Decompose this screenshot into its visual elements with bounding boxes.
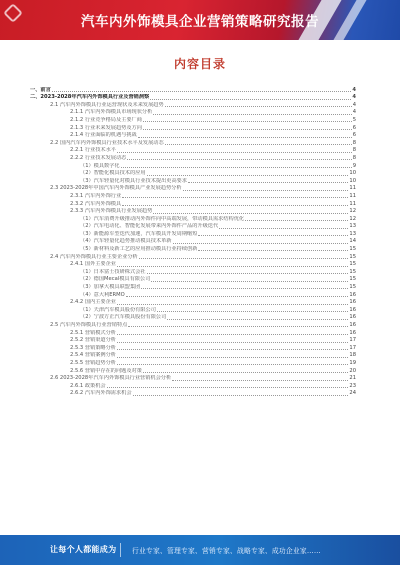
toc-entry-page: 17: [349, 344, 356, 351]
toc-entry-label: 2.6.2 汽车内外饰需求机会: [70, 390, 132, 397]
toc-entry-page: 4: [352, 109, 356, 116]
toc-entry-page: 16: [349, 306, 356, 313]
toc-entry[interactable]: [30, 116, 356, 124]
toc-entry-label: 2.5.1 营销模式分析: [70, 329, 116, 336]
toc-entry[interactable]: [30, 352, 356, 360]
toc-entry[interactable]: [30, 329, 356, 337]
toc-leader-dots: [157, 311, 348, 312]
toc-leader-dots: [143, 121, 352, 122]
toc-entry-label: 2.5.6 营销中存在的问题及对策: [70, 367, 142, 374]
footer-brand: 让每个人都能成为: [50, 545, 117, 554]
toc-entry[interactable]: [30, 245, 356, 253]
report-title: 汽车内外饰模具企业营销策略研究报告: [81, 14, 319, 30]
toc-leader-dots: [117, 152, 352, 153]
toc-leader-dots: [107, 387, 349, 388]
toc-leader-dots: [117, 357, 348, 358]
toc-entry-label: （1）汽车消费升级推动内外饰件向中高端发展，带动模具需求结构优化: [80, 215, 245, 222]
toc-entry[interactable]: [30, 314, 356, 322]
footer-banner: [0, 535, 400, 565]
toc-entry-page: 6: [352, 132, 356, 139]
toc-leader-dots: [121, 167, 352, 168]
toc-entry-label: 2.4.1 国外主要企业: [70, 261, 116, 268]
footer-tagline: 行业专家、管理专家、营销专家、战略专家、成功企业家……: [132, 547, 321, 555]
toc-entry[interactable]: [30, 170, 356, 178]
toc-entry[interactable]: [30, 185, 356, 193]
toc-entry[interactable]: [30, 154, 356, 162]
toc-leader-dots: [139, 258, 349, 259]
toc-entry-label: 2.6.1 政策机会: [70, 382, 106, 389]
toc-entry-page: 14: [349, 238, 356, 245]
toc-entry-page: 11: [349, 200, 356, 207]
toc-entry-label: 2.1 汽车内外饰模具行业运营现状及未来发展趋势: [50, 101, 164, 108]
toc-entry-label: 2.1.1 汽车内外饰模具市场现状分析: [70, 109, 153, 116]
toc-entry-label: 2.4 汽车内外饰模具行业主要企业分析: [50, 253, 138, 260]
toc-entry-page: 16: [349, 299, 356, 306]
toc-entry-page: 6: [352, 124, 356, 131]
toc-entry-page: 16: [349, 291, 356, 298]
toc-entry[interactable]: [30, 299, 356, 307]
toc-entry[interactable]: [30, 261, 356, 269]
toc-leader-dots: [150, 99, 351, 100]
toc-entry-label: （3）汽车轻量化对模具行业技术提出更高要求: [80, 177, 188, 184]
toc-entry[interactable]: [30, 147, 356, 155]
toc-entry[interactable]: [30, 359, 356, 367]
toc-entry[interactable]: [30, 337, 356, 345]
toc-entry[interactable]: [30, 132, 356, 140]
toc-entry-label: 2.1.3 行业未来发展趋势及方向: [70, 124, 142, 131]
toc-entry[interactable]: [30, 375, 356, 383]
toc-entry-label: 2.1.4 行业面临的机遇与挑战: [70, 132, 137, 139]
toc-entry-page: 12: [349, 208, 356, 215]
toc-leader-dots: [183, 190, 349, 191]
toc-entry-page: 18: [349, 352, 356, 359]
toc-entry-page: 16: [349, 322, 356, 328]
toc-entry-label: 2.5.5 营销趋势分析: [70, 359, 116, 366]
toc-leader-dots: [128, 326, 348, 327]
toc-entry-label: 2.5.4 营销案例分析: [70, 352, 116, 359]
toc-entry-page: 10: [349, 177, 356, 184]
toc-leader-dots: [198, 250, 348, 251]
toc-entry-label: （3）加拿大模具联盟集团: [80, 284, 141, 291]
toc-entry-label: 2.3.3 汽车内外饰模具行业发展趋势: [70, 208, 153, 215]
toc-entry-page: 4: [352, 101, 356, 108]
toc-entry-page: 15: [349, 284, 356, 291]
toc-leader-dots: [117, 266, 348, 267]
toc-entry-page: 4: [352, 86, 356, 93]
toc-entry-page: 8: [352, 154, 356, 161]
toc-entry[interactable]: [30, 230, 356, 238]
toc-entry-label: （2）智能化模具技术的应用: [80, 170, 146, 177]
toc-entry[interactable]: [30, 382, 356, 390]
toc-entry[interactable]: [30, 215, 356, 223]
toc-entry-label: 2.6 2023-2028年汽车内外饰模具行业营销机会分析: [50, 375, 172, 382]
toc-leader-dots: [167, 319, 348, 320]
toc-entry[interactable]: [30, 124, 356, 132]
toc-entry-page: 24: [349, 390, 356, 397]
toc-entry-page: 10: [349, 170, 356, 177]
toc-entry-page: 15: [349, 268, 356, 275]
toc-entry-label: （5）新材料及新工艺的应用推动模具行业持续创新: [80, 246, 198, 253]
footer-divider: [120, 543, 121, 557]
toc-leader-dots: [219, 228, 348, 229]
toc-leader-dots: [173, 243, 349, 244]
toc-leader-dots: [122, 205, 348, 206]
toc-entry-label: （2）汽车电动化、智能化发展带来内外饰件产品的升级迭代: [80, 223, 219, 230]
toc-entry-page: 8: [352, 139, 356, 146]
toc-entry-page: 4: [352, 94, 356, 101]
toc-leader-dots: [117, 349, 348, 350]
toc-leader-dots: [141, 288, 348, 289]
toc-entry-page: 16: [349, 314, 356, 321]
toc-entry-label: 2.5.2 营销渠道分析: [70, 337, 116, 344]
toc-leader-dots: [147, 273, 349, 274]
toc-entry-label: 2.1.2 行业竞争格局及主要厂商: [70, 116, 142, 123]
toc-entry-label: 2.5 汽车内外饰模具行业营销特点: [50, 322, 128, 328]
toc-entry-label: （3）新能源车型迭代加速，汽车模具开发周期缩短: [80, 230, 198, 237]
toc-entry[interactable]: [30, 139, 356, 147]
toc-entry-label: （1）天津汽车模具股份有限公司: [80, 306, 156, 313]
toc-entry[interactable]: [30, 283, 356, 291]
toc-entry-page: 11: [349, 185, 356, 192]
toc-leader-dots: [147, 175, 349, 176]
toc-leader-dots: [138, 137, 352, 138]
toc-entry[interactable]: [30, 223, 356, 231]
toc-leader-dots: [198, 235, 348, 236]
toc-leader-dots: [117, 364, 348, 365]
toc-entry-page: 12: [349, 215, 356, 222]
toc-entry[interactable]: [30, 208, 356, 216]
toc-leader-dots: [143, 372, 348, 373]
toc-entry-page: 11: [349, 192, 356, 199]
toc-entry[interactable]: [30, 86, 356, 94]
toc-leader-dots: [153, 114, 351, 115]
toc-entry[interactable]: [30, 192, 356, 200]
toc-entry[interactable]: [30, 162, 356, 170]
toc-leader-dots: [245, 220, 348, 221]
toc-entry[interactable]: [30, 101, 356, 109]
toc-entry[interactable]: [30, 390, 356, 398]
toc-leader-dots: [172, 380, 348, 381]
toc-entry[interactable]: [30, 268, 356, 276]
toc-entry[interactable]: [30, 94, 356, 102]
toc-entry-page: 17: [349, 337, 356, 344]
report-header: [0, 0, 400, 40]
toc-entry-page: 21: [349, 375, 356, 382]
toc-entry[interactable]: [30, 306, 356, 314]
toc-entry-page: 20: [349, 367, 356, 374]
toc-entry-page: 5: [352, 116, 356, 123]
toc-entry-label: 二、2023-2028年汽车内外饰模具行业及营销洞察: [30, 94, 150, 101]
toc-leader-dots: [153, 213, 348, 214]
toc-entry-page: 15: [349, 276, 356, 283]
toc-leader-dots: [165, 106, 352, 107]
toc-entry-page: 13: [349, 230, 356, 237]
toc-entry-page: 15: [349, 261, 356, 268]
toc-entry-label: 2.2 国内汽车内外饰模具行业技术水平及发展动态: [50, 139, 164, 146]
toc-entry-label: 2.2.1 行业技术水平: [70, 147, 116, 154]
toc-entry-label: （2）德国Mecal模具有限公司: [80, 276, 151, 283]
toc-entry-label: 2.3 2023-2028年中国汽车内外饰模具产业发展趋势分析: [50, 185, 182, 192]
toc-leader-dots: [188, 182, 348, 183]
toc-entry-label: （4）意大利ERMO: [80, 291, 125, 298]
toc-entry-page: 9: [352, 162, 356, 169]
toc-entry[interactable]: [30, 291, 356, 299]
toc-leader-dots: [52, 91, 352, 92]
toc-entry[interactable]: [30, 238, 356, 246]
toc-leader-dots: [127, 159, 351, 160]
toc-heading: 内容目录: [173, 57, 226, 71]
toc-leader-dots: [117, 342, 348, 343]
toc-leader-dots: [143, 129, 352, 130]
toc-leader-dots: [133, 395, 349, 396]
toc-entry-label: （1）日本富士技研株式会社: [80, 268, 146, 275]
toc-entry-label: （1）模具数字化: [80, 162, 120, 169]
toc-entry-page: 16: [349, 329, 356, 336]
toc-entry[interactable]: [30, 367, 356, 375]
toc-entry-label: （2）宁波方正汽车模具股份有限公司: [80, 314, 167, 321]
toc-entry[interactable]: [30, 321, 356, 329]
toc-leader-dots: [117, 304, 348, 305]
toc-entry-label: 2.2.2 行业技术发展动态: [70, 154, 127, 161]
toc-entry[interactable]: [30, 276, 356, 284]
toc-leader-dots: [117, 334, 348, 335]
toc-entry[interactable]: [30, 253, 356, 261]
toc-leader-dots: [122, 197, 348, 198]
toc-entry[interactable]: [30, 344, 356, 352]
toc-leader-dots: [126, 296, 349, 297]
toc-leader-dots: [151, 281, 348, 282]
toc-entry-label: （4）汽车轻量化趋势推动模具技术革新: [80, 238, 172, 245]
toc-entry-label: 2.3.1 汽车内外饰行业: [70, 192, 122, 199]
toc-entry-page: 15: [349, 253, 356, 260]
toc-entry[interactable]: [30, 200, 356, 208]
toc-entry[interactable]: [30, 109, 356, 117]
toc-leader-dots: [165, 144, 352, 145]
toc-entry-label: 2.4.2 国内主要企业: [70, 299, 116, 306]
toc-entry-page: 13: [349, 223, 356, 230]
toc-entry-page: 19: [349, 359, 356, 366]
toc-entry-page: 15: [349, 246, 356, 253]
toc-entry-page: 8: [352, 147, 356, 154]
toc-entry-page: 23: [349, 382, 356, 389]
toc-entry-label: 2.5.3 营销策略分析: [70, 344, 116, 351]
toc-entry-label: 一、前言: [30, 86, 51, 93]
toc-entry[interactable]: [30, 177, 356, 185]
table-of-contents: [30, 86, 356, 397]
toc-entry-label: 2.3.2 汽车内外饰模具: [70, 200, 122, 207]
